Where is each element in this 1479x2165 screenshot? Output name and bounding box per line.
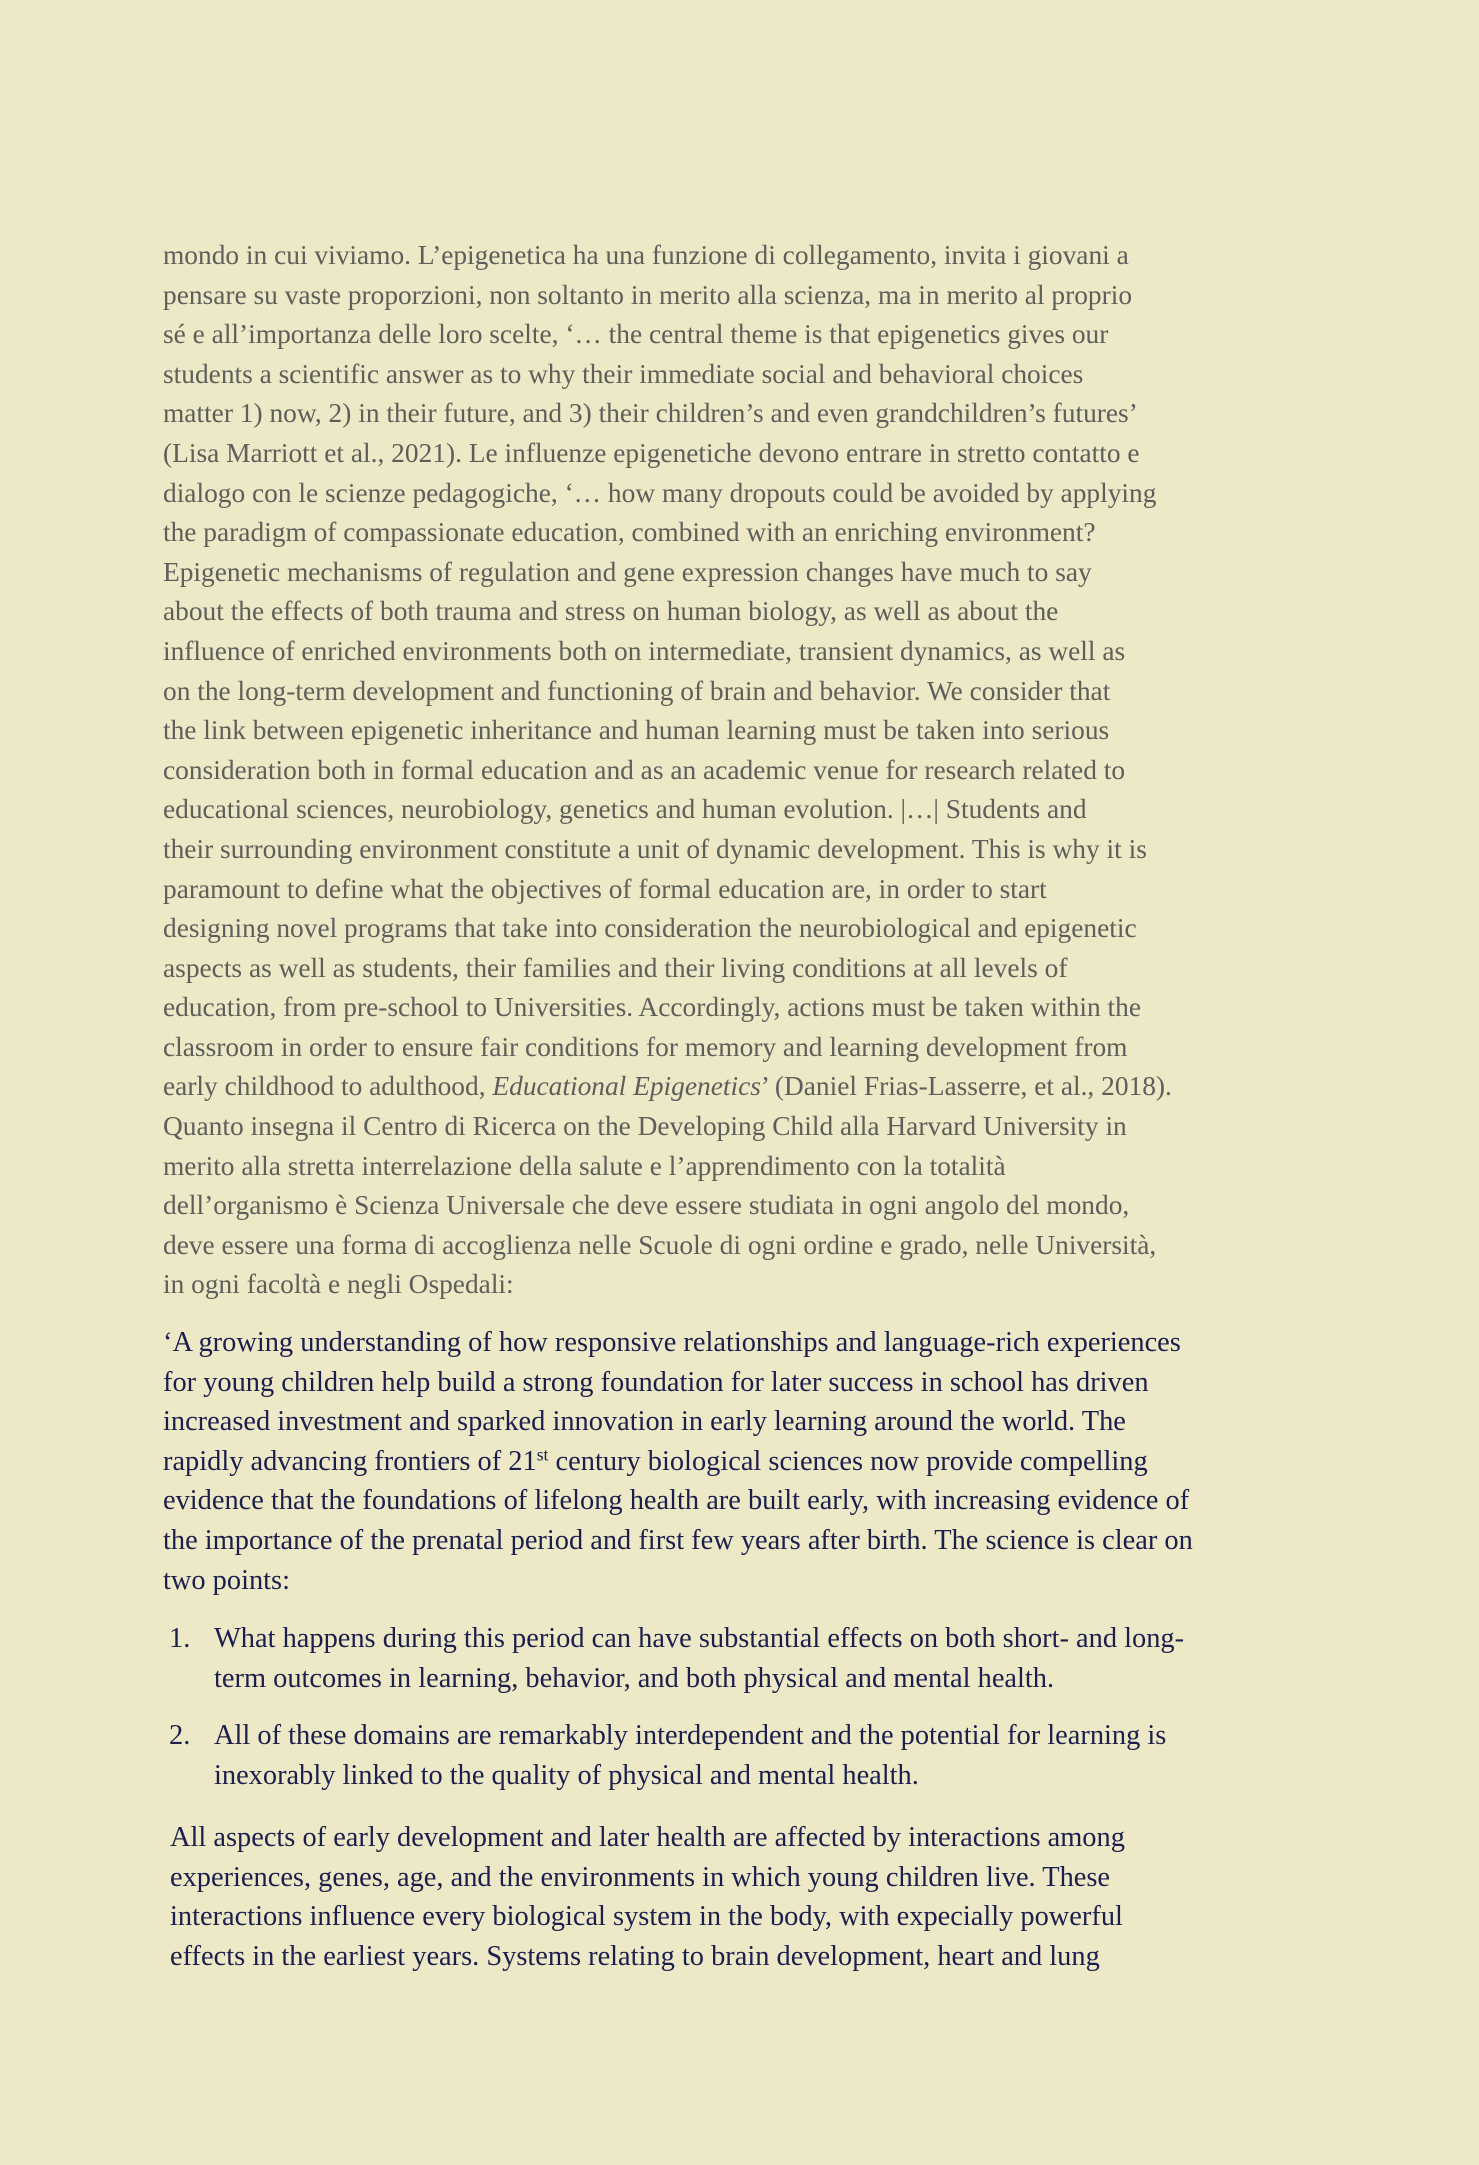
citation-suffix: ’ (Daniel Frias-Lasserre, et al., 2018). [760, 1071, 1172, 1102]
closing-line: interactions influence every biological system in the body, with expecially powerful [170, 1901, 1123, 1933]
text-line: the link between epigenetic inheritance and human learning must be taken into serious [163, 715, 1110, 746]
list-number: 2. [169, 1720, 191, 1752]
quote-line: the importance of the prenatal period and first few years after birth. The science is clear on [163, 1524, 1193, 1556]
text-line: students a scientific answer as to why their immediate social and behavioral choices [163, 358, 1084, 389]
block-quote [163, 1323, 1353, 1600]
list-item-line: term outcomes in learning, behavior, and both physical and mental health. [214, 1662, 1055, 1694]
text-line: Quanto insegna il Centro di Ricerca on the Developing Child alla Harvard University in [163, 1111, 1127, 1142]
quote-line: evidence that the foundations of lifelong health are built early, with increasing evidence of [163, 1485, 1190, 1517]
list-item-line: All of these domains are remarkably interdependent and the potential for learning is [214, 1720, 1167, 1752]
text-line: dell’organismo è Scienza Universale che deve essere studiata in ogni angolo del mondo, [163, 1190, 1130, 1221]
list-item [163, 1716, 1363, 1795]
text-line: sé e all’importanza delle loro scelte, ‘… the central theme is that epigenetics gives our [163, 319, 1109, 350]
list-item-line: What happens during this period can have substantial effects on both short- and long- [214, 1623, 1185, 1654]
text-line: deve essere una forma di accoglienza nelle Scuole di ogni ordine e grado, nelle Università, [163, 1229, 1157, 1260]
numbered-list [163, 1619, 1363, 1813]
citation-title: Educational Epigenetics [492, 1071, 761, 1102]
text-line: pensare su vaste proporzioni, non soltanto in merito alla scienza, ma in merito al proprio [163, 279, 1133, 310]
text-line: Epigenetic mechanisms of regulation and gene expression changes have much to say [163, 556, 1092, 587]
closing-paragraph [170, 1818, 1360, 1976]
ordinal-suffix: st [536, 1444, 549, 1465]
closing-line: effects in the earliest years. Systems relating to brain development, heart and lung [170, 1940, 1100, 1972]
text-line-citation [163, 1067, 1353, 1107]
text-line: on the long-term development and functioning of brain and behavior. We consider that [163, 675, 1111, 706]
text-line: education, from pre-school to Universities. Accordingly, actions must be taken within the [163, 992, 1141, 1023]
text-line: consideration both in formal education and as an academic venue for research related to [163, 754, 1126, 785]
text-line: about the effects of both trauma and stress on human biology, as well as about the [163, 596, 1059, 627]
text-line: the paradigm of compassionate education, combined with an enriching environment? [163, 517, 1096, 548]
quote-line-suffix: century biological sciences now provide compelling [548, 1445, 1148, 1477]
list-number: 1. [169, 1623, 191, 1654]
body-paragraph [163, 236, 1353, 1305]
closing-line: All aspects of early development and later health are affected by interactions among [170, 1822, 1125, 1853]
text-line: dialogo con le scienze pedagogiche, ‘… how many dropouts could be avoided by applying [163, 477, 1157, 508]
text-line: (Lisa Marriott et al., 2021). Le influenze epigenetiche devono entrare in stretto contatto e [163, 437, 1140, 468]
text-line: matter 1) now, 2) in their future, and 3) their children’s and even grandchildren’s futures’ [163, 398, 1138, 429]
closing-line: experiences, genes, age, and the environments in which young children live. These [170, 1861, 1111, 1893]
quote-line: ‘A growing understanding of how responsive relationships and language-rich experiences [163, 1327, 1181, 1358]
list-item-line: inexorably linked to the quality of physical and mental health. [214, 1759, 919, 1791]
list-item [163, 1619, 1363, 1698]
quote-line [163, 1442, 1353, 1482]
text-line: merito alla stretta interrelazione della salute e l’apprendimento con la totalità [163, 1150, 1006, 1181]
text-line: influence of enriched environments both on intermediate, transient dynamics, as well as [163, 635, 1126, 666]
text-line: paramount to define what the objectives of formal education are, in order to start [163, 873, 1047, 904]
text-line: designing novel programs that take into consideration the neurobiological and epigenetic [163, 913, 1137, 944]
quote-line: increased investment and sparked innovation in early learning around the world. The [163, 1406, 1126, 1438]
quote-line: two points: [163, 1564, 290, 1596]
text-line: their surrounding environment constitute a unit of dynamic development. This is why it is [163, 833, 1147, 864]
quote-line-prefix: rapidly advancing frontiers of 21 [163, 1445, 537, 1477]
text-line: classroom in order to ensure fair conditions for memory and learning development from [163, 1031, 1128, 1062]
text-line: mondo in cui viviamo. L’epigenetica ha una funzione di collegamento, invita i giovani a [163, 240, 1129, 270]
quote-line: for young children help build a strong foundation for later success in school has driven [163, 1366, 1149, 1398]
text-line: in ogni facoltà e negli Ospedali: [163, 1269, 514, 1300]
citation-prefix: early childhood to adulthood, [163, 1071, 493, 1102]
text-line: educational sciences, neurobiology, genetics and human evolution. |…| Students and [163, 794, 1087, 825]
text-line: aspects as well as students, their families and their living conditions at all levels of [163, 952, 1068, 983]
